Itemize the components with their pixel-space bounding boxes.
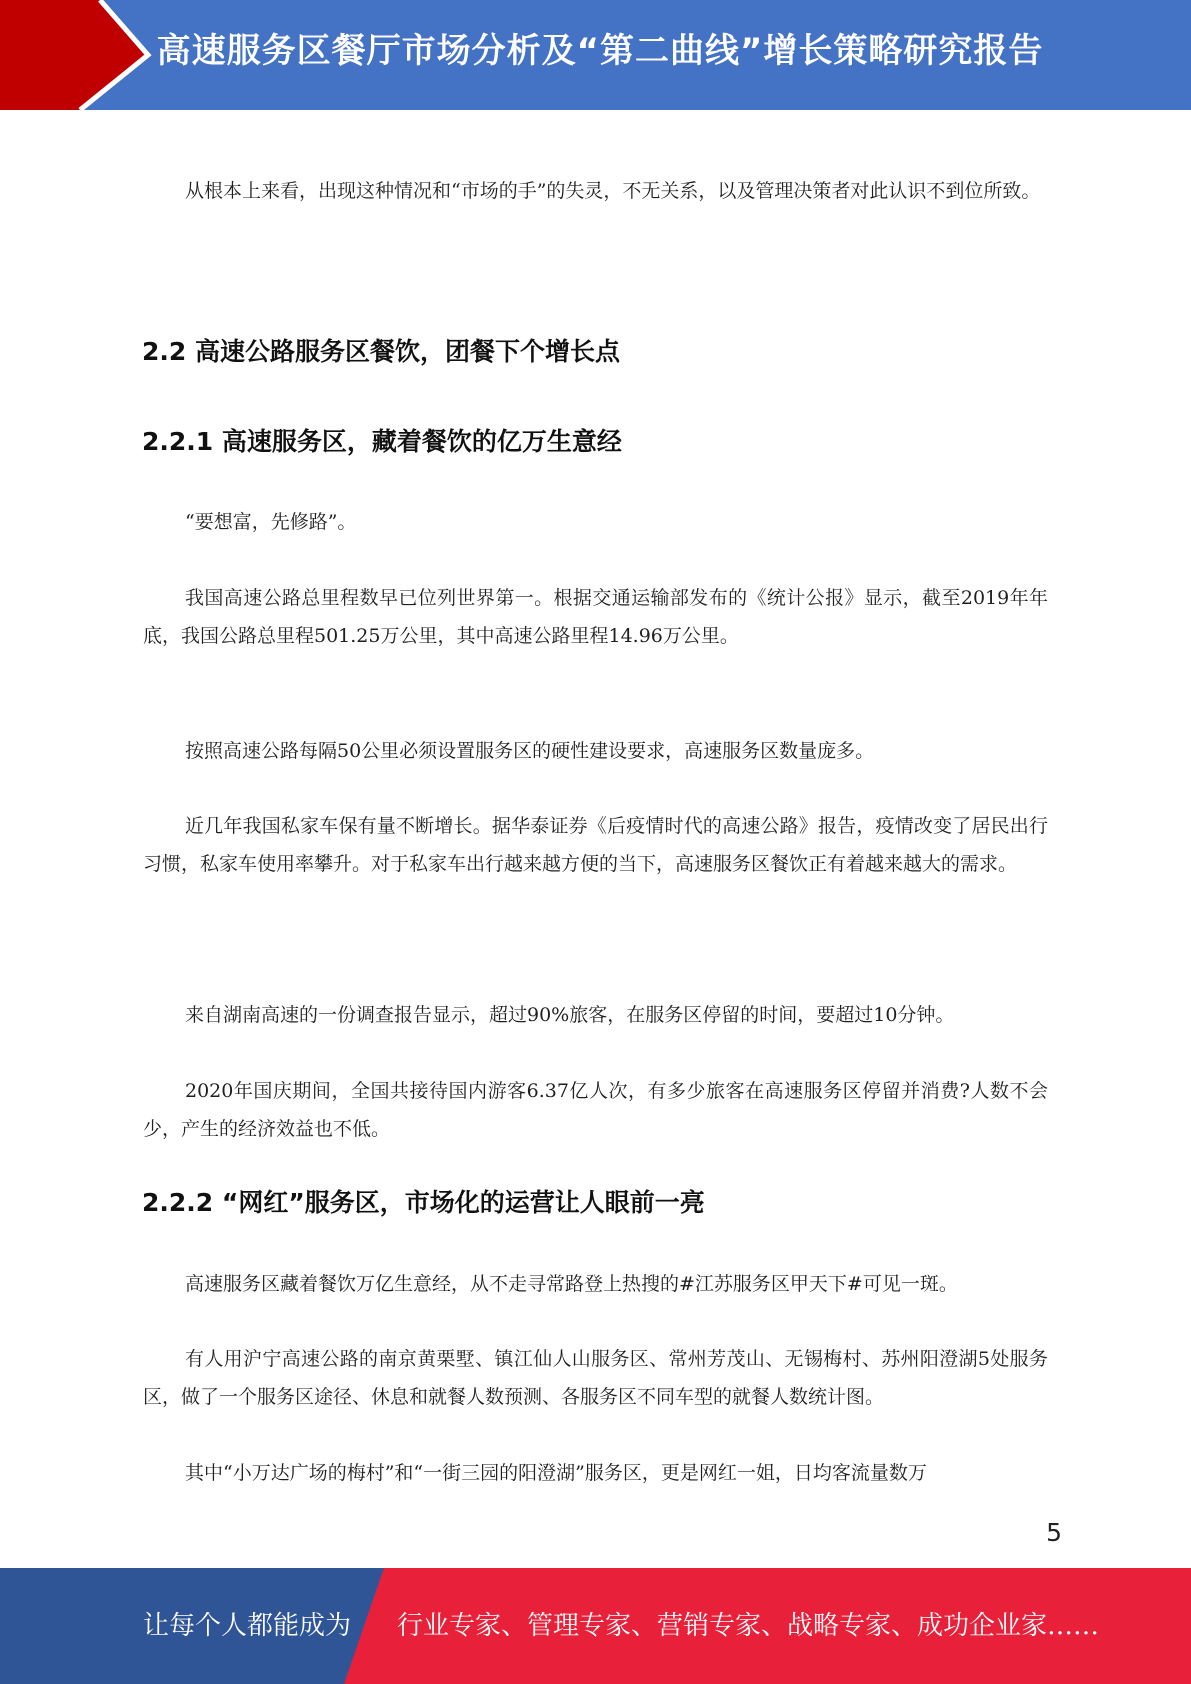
page-footer	[0, 1568, 1191, 1684]
paragraph: 来自湖南高速的一份调查报告显示，超过90%旅客，在服务区停留的时间，要超过10分钟。	[185, 1004, 955, 1026]
document-title: 高速服务区餐厅市场分析及“第二曲线”增长策略研究报告	[156, 31, 1044, 71]
paragraph: 高速服务区藏着餐饮万亿生意经，从不走寻常路登上热搜的#江苏服务区甲天下#可见一斑。	[185, 1273, 958, 1295]
paragraph: 按照高速公路每隔50公里必须设置服务区的硬性建设要求，高速服务区数量庞多。	[185, 740, 875, 762]
section-heading-2-2-1: 2.2.1 高速服务区，藏着餐饮的亿万生意经	[142, 427, 622, 456]
paragraph: 从根本上来看，出现这种情况和“市场的手”的失灵，不无关系，以及管理决策者对此认识不到位所致。	[185, 180, 1041, 202]
paragraph: 有人用沪宁高速公路的南京黄栗墅、镇江仙人山服务区、常州芳茂山、无锡梅村、苏州阳澄湖5处服务区，做了一个服务区途径、休息和就餐人数预测、各服务区不同车型的就餐人数统计图。	[143, 1348, 1048, 1408]
section-heading-2-2: 2.2 高速公路服务区餐饮，团餐下个增长点	[142, 337, 620, 366]
page-number: 5	[1046, 1518, 1062, 1547]
paragraph: 我国高速公路总里程数早已位列世界第一。根据交通运输部发布的《统计公报》显示，截至2019年年底，我国公路总里程501.25万公里，其中高速公路里程14.96万公里。	[143, 587, 1048, 647]
footer-slogan-right: 行业专家、管理专家、营销专家、战略专家、成功企业家……	[397, 1611, 1100, 1641]
page-header	[0, 0, 1191, 110]
paragraph: “要想富，先修路”。	[185, 511, 357, 533]
footer-slogan-left: 让每个人都能成为	[143, 1611, 352, 1641]
paragraph: 其中“小万达广场的梅村”和“一街三园的阳澄湖”服务区，更是网红一姐，日均客流量数万	[185, 1462, 927, 1484]
paragraph: 近几年我国私家车保有量不断增长。据华泰证券《后疫情时代的高速公路》报告，疫情改变了居民出行习惯，私家车使用率攀升。对于私家车出行越来越方便的当下，高速服务区餐饮正有着越来越大的需求。	[143, 815, 1048, 875]
paragraph: 2020年国庆期间，全国共接待国内游客6.37亿人次，有多少旅客在高速服务区停留并消费?人数不会少，产生的经济效益也不低。	[143, 1080, 1048, 1140]
section-heading-2-2-2: 2.2.2 “网红”服务区，市场化的运营让人眼前一亮	[142, 1188, 705, 1217]
